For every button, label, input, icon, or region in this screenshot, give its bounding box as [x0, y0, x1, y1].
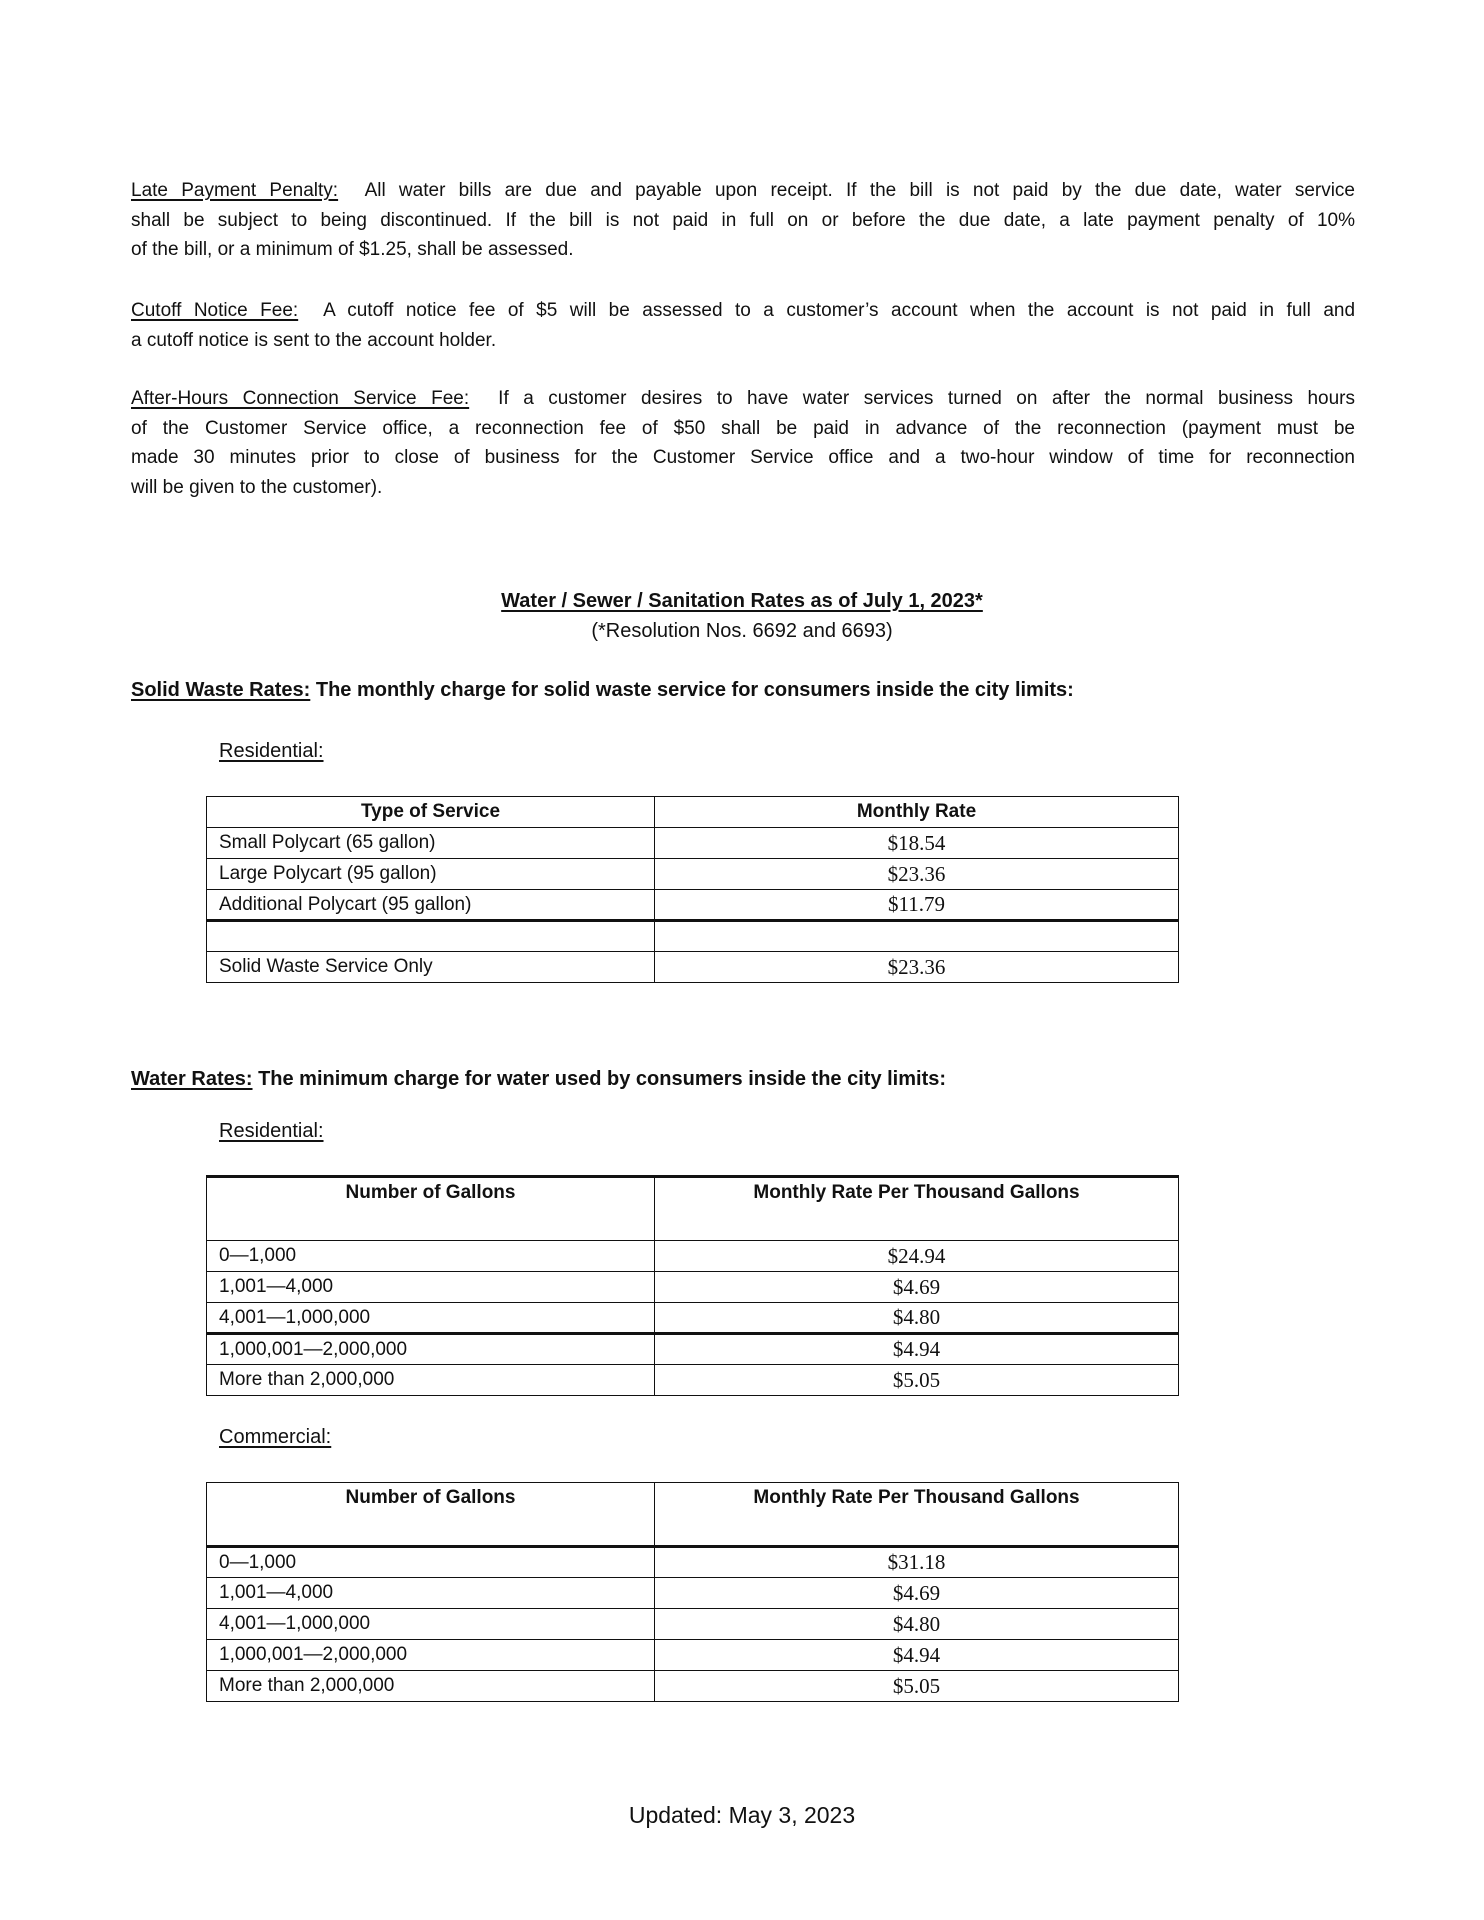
rate-cell: $4.69 [655, 1272, 1179, 1303]
table-row [207, 1241, 1179, 1272]
water-rates-description: The minimum charge for water used by consumers inside the city limits: [252, 1068, 947, 1090]
table-row [207, 1303, 1179, 1334]
rate-cell: $4.80 [655, 1303, 1179, 1334]
late-payment-penalty-paragraph [131, 176, 1355, 265]
gallons-cell: 4,001—1,000,000 [207, 1609, 655, 1640]
table-row [207, 859, 1179, 890]
gallons-cell: 1,000,001—2,000,000 [207, 1640, 655, 1671]
table-row [207, 1272, 1179, 1303]
cutoff-notice-fee-heading: Cutoff Notice Fee: [131, 300, 299, 321]
table-header-row [207, 797, 1179, 828]
paragraph-text: If a customer desires to have water services turned on after the normal business hours [498, 388, 1355, 409]
solid-waste-section-heading [131, 679, 1074, 702]
service-cell [207, 921, 655, 952]
gallons-cell: 0—1,000 [207, 1241, 655, 1272]
late-payment-penalty-heading: Late Payment Penalty: [131, 180, 339, 201]
rate-cell: $24.94 [655, 1241, 1179, 1272]
service-cell: Additional Polycart (95 gallon) [207, 890, 655, 921]
table-row [207, 952, 1179, 983]
paragraph-text: of the bill, or a minimum of $1.25, shall be assessed. [131, 239, 574, 260]
rate-cell: $11.79 [655, 890, 1179, 921]
paragraph-text: will be given to the customer). [131, 476, 383, 498]
paragraph-text: made 30 minutes prior to close of business for the Customer Service office and a two-hour window of time for reconnection [131, 447, 1355, 468]
water-rates-section-heading [131, 1068, 946, 1091]
table-row [207, 1609, 1179, 1640]
service-cell: Large Polycart (95 gallon) [207, 859, 655, 890]
after-hours-fee-heading: After-Hours Connection Service Fee: [131, 388, 470, 409]
gallons-cell: 1,001—4,000 [207, 1578, 655, 1609]
water-residential-rates-table [206, 1175, 1179, 1396]
table-row [207, 828, 1179, 859]
service-cell: Solid Waste Service Only [207, 952, 655, 983]
rates-title: Water / Sewer / Sanitation Rates as of July 1, 2023* [501, 590, 983, 612]
table-row [207, 890, 1179, 921]
column-header: Number of Gallons [207, 1483, 655, 1547]
table-row [207, 1578, 1179, 1609]
gallons-cell: 1,001—4,000 [207, 1272, 655, 1303]
rate-cell: $4.94 [655, 1334, 1179, 1365]
paragraph-text: A cutoff notice fee of $5 will be assessed to a customer’s account when the account is not paid in full and [323, 300, 1356, 321]
table-row-empty [207, 921, 1179, 952]
column-header: Number of Gallons [207, 1177, 655, 1241]
rate-cell: $4.94 [655, 1640, 1179, 1671]
paragraph-text: a cutoff notice is sent to the account holder. [131, 329, 497, 351]
rate-cell [655, 921, 1179, 952]
water-commercial-rates-table [206, 1482, 1179, 1702]
paragraph-text: of the Customer Service office, a reconnection fee of $50 shall be paid in advance of the reconnection (payment must be [131, 417, 1355, 439]
water-commercial-label: Commercial: [219, 1426, 332, 1448]
rate-cell: $5.05 [655, 1671, 1179, 1702]
column-header: Monthly Rate [655, 797, 1179, 828]
gallons-cell: 4,001—1,000,000 [207, 1303, 655, 1334]
table-row [207, 1547, 1179, 1578]
solid-waste-residential-label: Residential: [219, 740, 324, 762]
rates-subtitle: (*Resolution Nos. 6692 and 6693) [591, 620, 893, 642]
gallons-cell: 0—1,000 [207, 1547, 655, 1578]
cutoff-notice-fee-paragraph [131, 296, 1355, 355]
table-row [207, 1334, 1179, 1365]
rates-title-wrap [0, 590, 1484, 613]
table-row [207, 1640, 1179, 1671]
solid-waste-description: The monthly charge for solid waste service for consumers inside the city limits: [310, 679, 1074, 701]
rate-cell: $4.80 [655, 1609, 1179, 1640]
rate-cell: $31.18 [655, 1547, 1179, 1578]
gallons-cell: More than 2,000,000 [207, 1671, 655, 1702]
rate-cell: $23.36 [655, 859, 1179, 890]
after-hours-fee-paragraph [131, 384, 1355, 502]
rate-cell: $5.05 [655, 1365, 1179, 1396]
rate-cell: $18.54 [655, 828, 1179, 859]
table-row [207, 1365, 1179, 1396]
solid-waste-rates-table [206, 796, 1179, 983]
solid-waste-heading-label: Solid Waste Rates: [131, 679, 311, 701]
paragraph-text: shall be subject to being discontinued. If the bill is not paid in full on or before the due date, a late payment penalty of 10% [131, 209, 1355, 231]
column-header: Monthly Rate Per Thousand Gallons [655, 1483, 1179, 1547]
table-header-row [207, 1177, 1179, 1241]
water-rates-heading-label: Water Rates: [131, 1068, 253, 1090]
service-cell: Small Polycart (65 gallon) [207, 828, 655, 859]
column-header: Monthly Rate Per Thousand Gallons [655, 1177, 1179, 1241]
column-header: Type of Service [207, 797, 655, 828]
table-header-row [207, 1483, 1179, 1547]
paragraph-text: All water bills are due and payable upon receipt. If the bill is not paid by the due date, water service [364, 180, 1355, 201]
gallons-cell: 1,000,001—2,000,000 [207, 1334, 655, 1365]
updated-date-footer: Updated: May 3, 2023 [628, 1802, 856, 1828]
water-residential-label: Residential: [219, 1120, 324, 1142]
gallons-cell: More than 2,000,000 [207, 1365, 655, 1396]
rate-cell: $23.36 [655, 952, 1179, 983]
table-row [207, 1671, 1179, 1702]
rate-cell: $4.69 [655, 1578, 1179, 1609]
